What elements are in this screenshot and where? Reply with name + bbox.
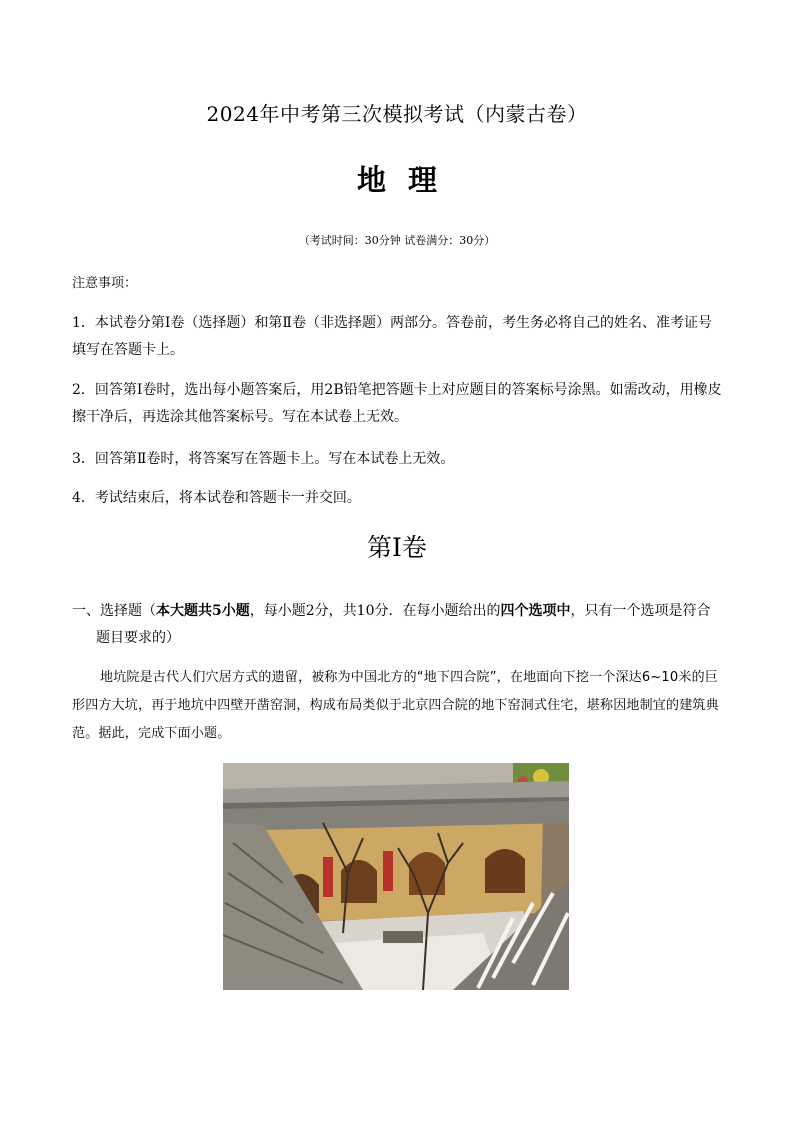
question-mid-1: ，每小题2分，共10分．在每小题给出的 [249, 603, 501, 619]
notice-rule-3: 3．回答第Ⅱ卷时，将答案写在答题卡上。写在本试卷上无效。 [72, 451, 455, 467]
question-group-heading [72, 598, 722, 652]
notice-title: 注意事项： [72, 276, 138, 291]
exam-info: （考试时间：30分钟 试卷满分：30分） [298, 234, 496, 247]
question-bold-1: 本大题共5小题 [156, 603, 250, 619]
section-title: 第Ⅰ卷 [367, 533, 427, 562]
reading-passage: 地坑院是古代人们穴居方式的遗留，被称为中国北方的“地下四合院”，在地面向下挖一个深达6~10米的巨形四方大坑，再于地坑中四壁开凿窑洞，构成布局类似于北京四合院的地下窑洞式住宅，堪称因地制宜的建筑典范。据此，完成下面小题。 [72, 670, 719, 741]
subject-title: 地理 [356, 163, 459, 197]
exam-title: 2024年中考第三次模拟考试（内蒙古卷） [206, 102, 588, 126]
question-line-2: 题目要求的） [96, 630, 180, 646]
question-bold-2: 四个选项中 [500, 603, 571, 619]
question-lead: 一、选择题（ [72, 603, 156, 619]
notice-rule-2: 2．回答第Ⅰ卷时，选出每小题答案后，用2B铅笔把答题卡上对应题目的答案标号涂黑。如需改动，用橡皮擦干净后，再选涂其他答案标号。写在本试卷上无效。 [72, 382, 722, 425]
question-mid-2: ，只有一个选项是符合 [570, 603, 711, 619]
notice-rule-4: 4．考试结束后，将本试卷和答题卡一并交回。 [72, 490, 361, 506]
notice-rule-1: 1．本试卷分第Ⅰ卷（选择题）和第Ⅱ卷（非选择题）两部分。答卷前，考生务必将自己的姓名、准考证号填写在答题卡上。 [72, 315, 712, 358]
courtyard-photo [223, 763, 569, 990]
